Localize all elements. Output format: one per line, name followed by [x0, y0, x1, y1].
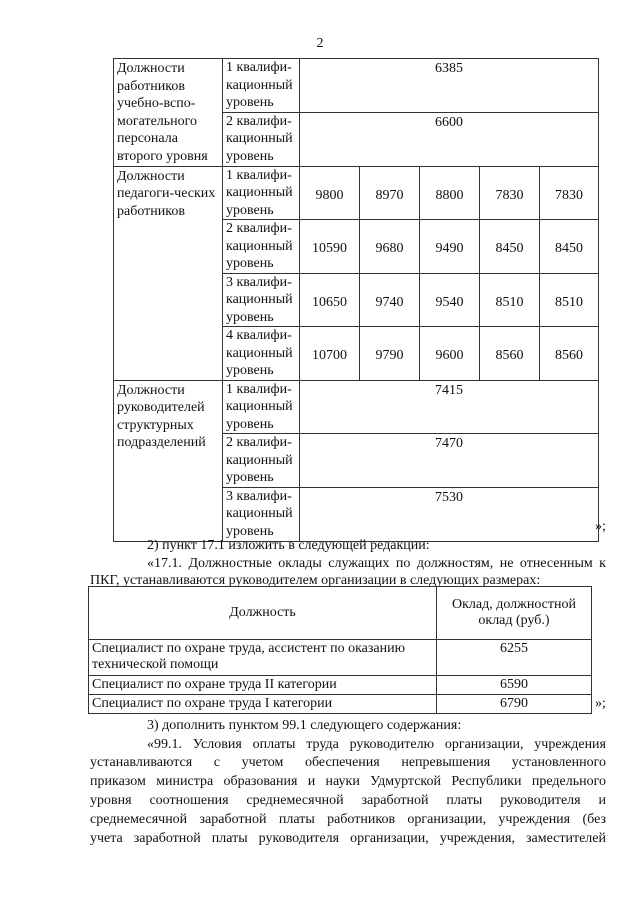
- group-name: Должности работников учебно-вспо-могательного персонала второго уровня: [114, 59, 223, 167]
- salary-value: 6385: [300, 59, 599, 113]
- salary-value: 7830: [480, 166, 540, 220]
- level-label: 4 квалифи-кационный уровень: [223, 327, 300, 381]
- salary-table-pkg: [113, 58, 599, 542]
- closing-quote: »;: [595, 519, 606, 534]
- position-cell: Специалист по охране труда II категории: [89, 676, 437, 695]
- level-label: 1 квалифи-кационный уровень: [223, 166, 300, 220]
- salary-value: 9680: [360, 220, 420, 274]
- paragraph-99-1-line: приказом министра образования и науки Удмуртской Республики предельного: [90, 774, 606, 789]
- salary-value: 9540: [420, 273, 480, 327]
- salary-value: 9800: [300, 166, 360, 220]
- salary-value: 8970: [360, 166, 420, 220]
- header-position: Должность: [89, 587, 437, 640]
- paragraph-99-1-line: уровня соотношения среднемесячной заработной платы руководителя и: [90, 793, 606, 808]
- table-row: [89, 695, 592, 714]
- salary-value: 8450: [540, 220, 599, 274]
- level-label: 2 квалифи-кационный уровень: [223, 112, 300, 166]
- paragraph-99-1-line: учета заработной платы руководителя организации, учреждения, заместителей: [90, 831, 606, 846]
- salary-value: 8560: [480, 327, 540, 381]
- header-salary: Оклад, должностной оклад (руб.): [437, 587, 592, 640]
- table-row: [89, 676, 592, 695]
- salary-value: 8450: [480, 220, 540, 274]
- salary-value: 9600: [420, 327, 480, 381]
- level-label: 1 квалифи-кационный уровень: [223, 59, 300, 113]
- salary-value: 7415: [300, 380, 599, 434]
- salary-value: 8800: [420, 166, 480, 220]
- salary-value: 9490: [420, 220, 480, 274]
- position-cell: Специалист по охране труда, ассистент по оказанию технической помощи: [89, 640, 437, 676]
- salary-value: 7470: [300, 434, 599, 488]
- salary-value: 10590: [300, 220, 360, 274]
- paragraph-99-1-line: «99.1. Условия оплаты труда руководителю организации, учреждения: [147, 737, 606, 752]
- closing-quote: »;: [595, 696, 606, 711]
- salary-value: 10650: [300, 273, 360, 327]
- salary-cell: 6255: [437, 640, 592, 676]
- paragraph-99-1-line: устанавливаются с учетом обеспечения непревышения установленного: [90, 755, 606, 770]
- salary-table-specialists: [88, 586, 592, 714]
- position-cell: Специалист по охране труда I категории: [89, 695, 437, 714]
- paragraph-17-1-line: ПКГ, устанавливаются руководителем организации в следующих размерах:: [90, 573, 541, 588]
- page-number: 2: [316, 36, 324, 51]
- table-row: [114, 380, 599, 434]
- level-label: 3 квалифи-кационный уровень: [223, 273, 300, 327]
- table-header-row: [89, 587, 592, 640]
- group-name: Должности педагоги-ческих работников: [114, 166, 223, 380]
- paragraph-17-1-line: «17.1. Должностные оклады служащих по должностям, не отнесенным к: [147, 556, 606, 571]
- group-name: Должности руководителей структурных подразделений: [114, 380, 223, 541]
- level-label: 2 квалифи-кационный уровень: [223, 434, 300, 488]
- level-label: 2 квалифи-кационный уровень: [223, 220, 300, 274]
- salary-value: 10700: [300, 327, 360, 381]
- table-row: [114, 166, 599, 220]
- salary-value: 9740: [360, 273, 420, 327]
- salary-cell: 6790: [437, 695, 592, 714]
- salary-value: 8510: [540, 273, 599, 327]
- level-label: 1 квалифи-кационный уровень: [223, 380, 300, 434]
- salary-value: 7830: [540, 166, 599, 220]
- item-2-text: 2) пункт 17.1 изложить в следующей редакции:: [147, 538, 430, 553]
- level-label: 3 квалифи-кационный уровень: [223, 487, 300, 541]
- table-row: [89, 640, 592, 676]
- salary-value: 7530: [300, 487, 599, 541]
- item-3-text: 3) дополнить пунктом 99.1 следующего содержания:: [147, 718, 462, 733]
- salary-value: 8510: [480, 273, 540, 327]
- salary-cell: 6590: [437, 676, 592, 695]
- salary-value: 9790: [360, 327, 420, 381]
- paragraph-99-1-line: среднемесячной заработной платы работников организации, учреждения (без: [90, 812, 606, 827]
- salary-value: 8560: [540, 327, 599, 381]
- table-row: [114, 59, 599, 113]
- salary-value: 6600: [300, 112, 599, 166]
